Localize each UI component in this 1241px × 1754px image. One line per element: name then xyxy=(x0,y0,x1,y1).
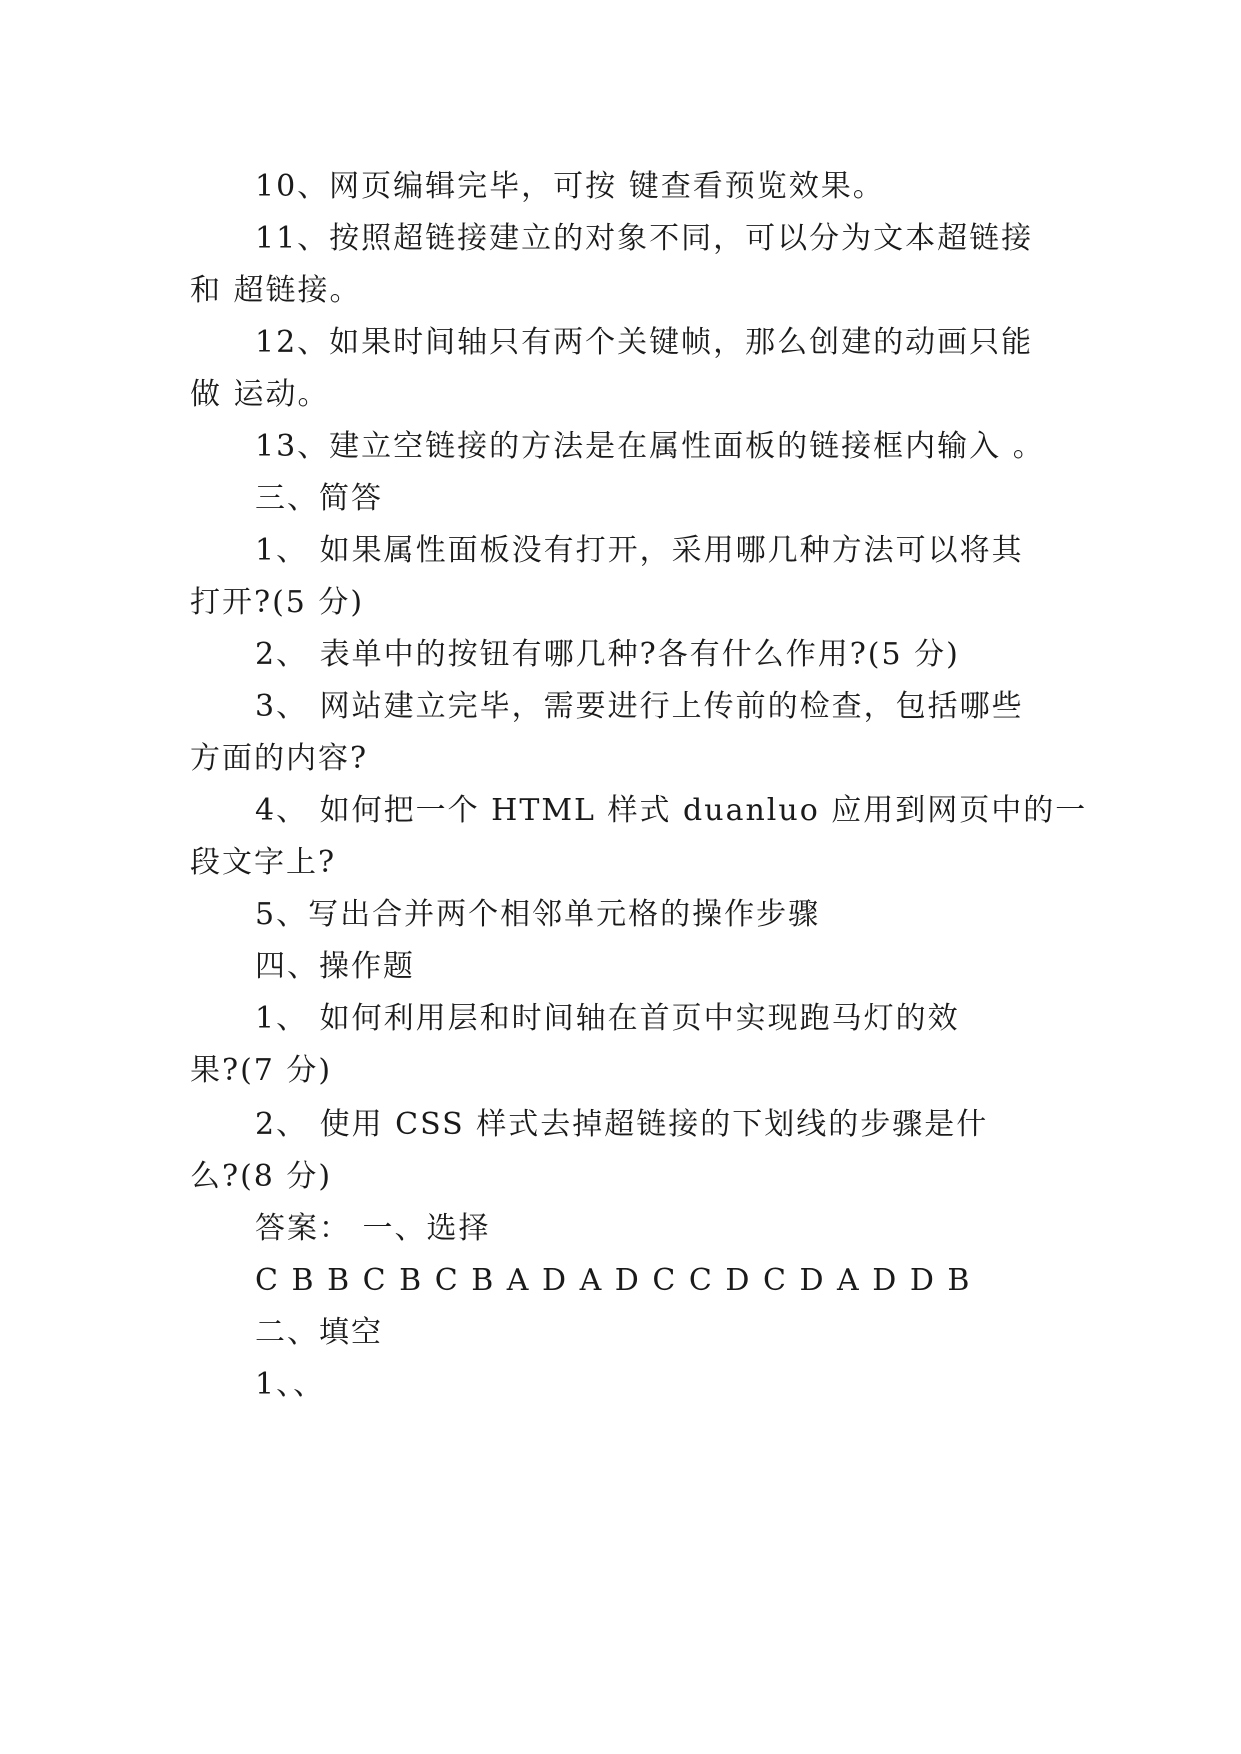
short-answer-2: 2、 表单中的按钮有哪几种?各有什么作用?(5 分) xyxy=(255,637,960,672)
question-13: 13、建立空链接的方法是在属性面板的链接框内输入 。 xyxy=(255,429,1045,464)
fill-blank-1: 1、、 xyxy=(255,1367,326,1402)
short-answer-1: 1、 如果属性面板没有打开，采用哪几种方法可以将其 xyxy=(255,533,1024,568)
choice-answers: C B B C B C B A D A D C C D C D A D D B xyxy=(255,1263,972,1298)
question-11: 11、按照超链接建立的对象不同，可以分为文本超链接 xyxy=(255,221,1034,256)
question-12-cont: 做 运动。 xyxy=(190,377,330,412)
short-answer-3: 3、 网站建立完毕，需要进行上传前的检查，包括哪些 xyxy=(255,689,1024,724)
short-answer-4-cont: 段文字上? xyxy=(190,845,337,880)
practical-1-cont: 果?(7 分) xyxy=(190,1053,333,1088)
short-answer-5: 5、写出合并两个相邻单元格的操作步骤 xyxy=(255,897,821,932)
practical-1: 1、 如何利用层和时间轴在首页中实现跑马灯的效 xyxy=(255,1001,960,1036)
short-answer-3-cont: 方面的内容? xyxy=(190,741,369,776)
section-short-answer: 三、简答 xyxy=(255,481,383,516)
answers-heading: 答案： 一、选择 xyxy=(255,1211,491,1246)
practical-2: 2、 使用 CSS 样式去掉超链接的下划线的步骤是什 xyxy=(255,1107,989,1142)
short-answer-4: 4、 如何把一个 HTML 样式 duanluo 应用到网页中的一 xyxy=(255,793,1088,828)
question-11-cont: 和 超链接。 xyxy=(190,273,362,308)
section-fill-blank: 二、填空 xyxy=(255,1315,383,1350)
short-answer-1-cont: 打开?(5 分) xyxy=(190,585,365,620)
question-12: 12、如果时间轴只有两个关键帧，那么创建的动画只能 xyxy=(255,325,1034,360)
section-practical: 四、操作题 xyxy=(255,949,415,984)
question-10: 10、网页编辑完毕，可按 键查看预览效果。 xyxy=(255,169,885,204)
practical-2-cont: 么?(8 分) xyxy=(190,1159,333,1194)
